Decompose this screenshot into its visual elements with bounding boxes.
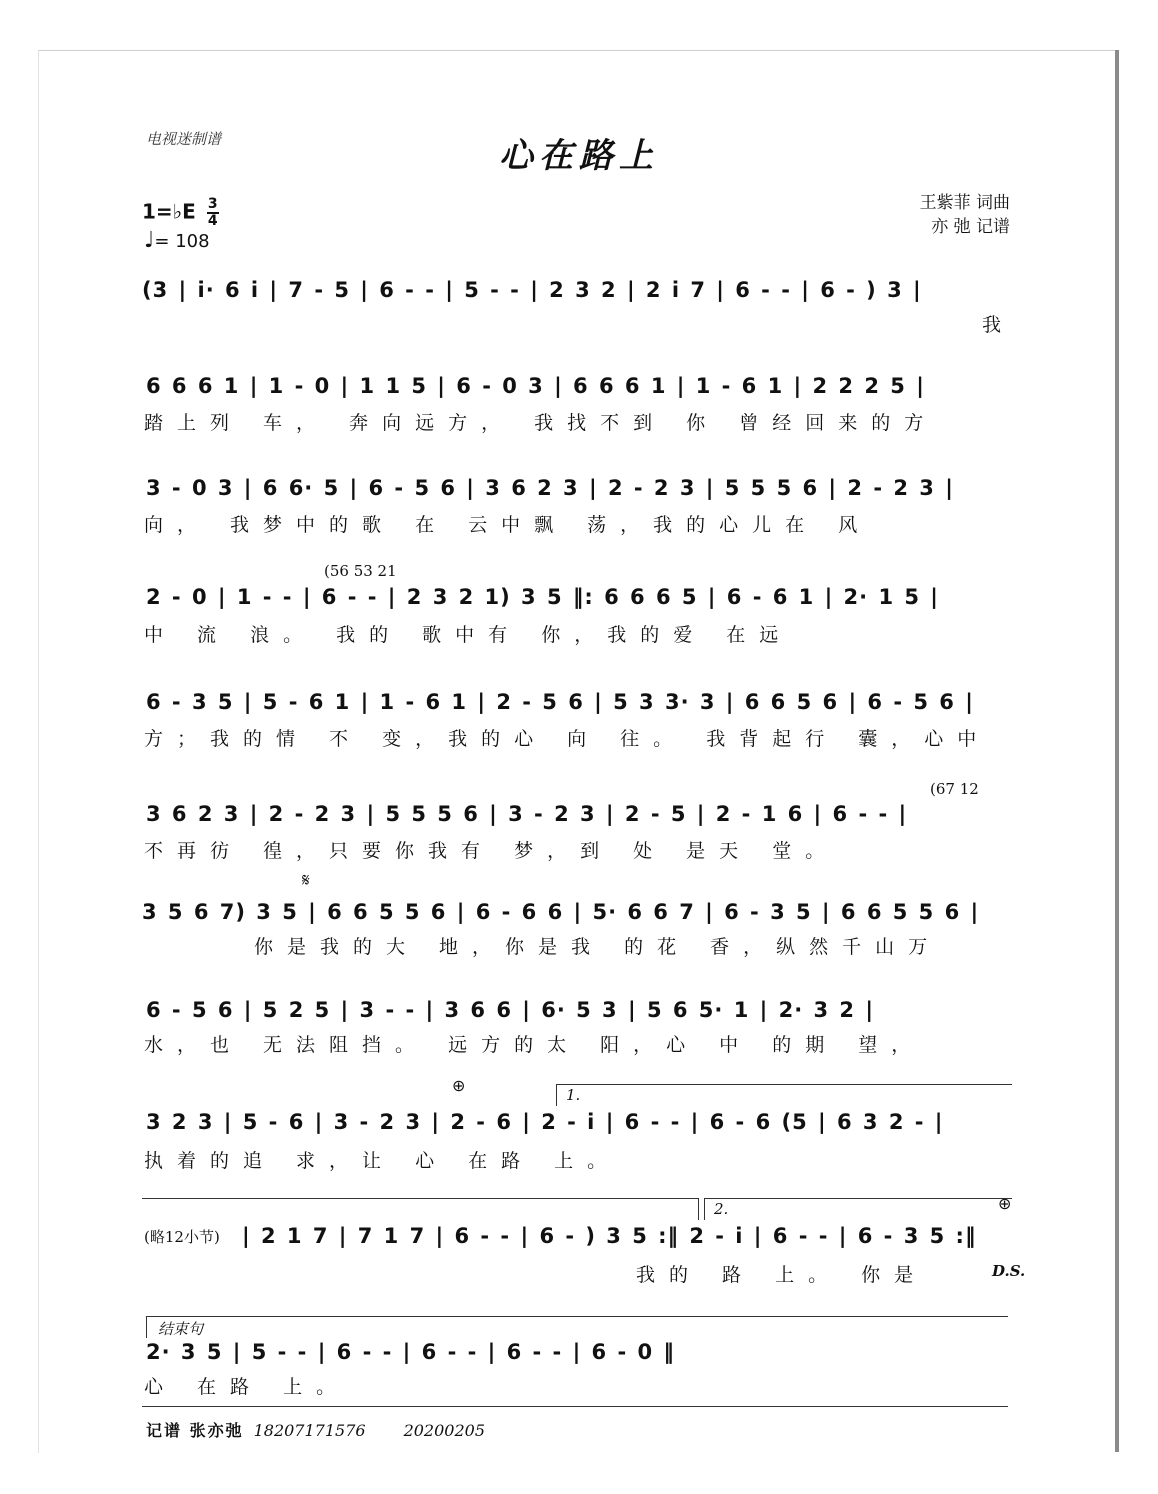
ds-mark: D.S.	[992, 1262, 1026, 1280]
notation-row-10: | 2 1 7 | 7 1 7 | 6 - - | 6 - ) 3 5 :‖ 2 - i | 6 - - | 6 - 3 5 :‖	[242, 1224, 977, 1248]
key-label: 1=♭E	[142, 199, 196, 224]
lyrics-row-5: 方；我的情 不 变，我的心 向 往。 我背起行 囊，心中	[144, 728, 991, 750]
notation-row-5: 6 - 3 5 | 5 - 6 1 | 1 - 6 1 | 2 - 5 6 | 5 3 3· 3 | 6 6 5 6 | 6 - 5 6 |	[146, 690, 974, 714]
song-title: 心在路上	[499, 136, 659, 176]
lyrics-row-outro: 心 在路 上。	[144, 1376, 350, 1398]
lyrics-row-1: 我	[982, 314, 1016, 336]
composer-credit: 王紫菲 词曲	[919, 193, 1010, 213]
ending-2-bracket	[704, 1198, 1012, 1199]
notation-row-outro: 2· 3 5 | 5 - - | 6 - - | 6 - - | 6 - - | 6 - 0 ‖	[146, 1340, 675, 1364]
notation-row-7: 3 5 6 7) 3 5 | 6 6 5 5 6 | 6 - 6 6 | 5· 6 6 7 | 6 - 3 5 | 6 6 5 5 6 |	[142, 900, 980, 924]
grace-notes-row-4: (56 53 21	[324, 562, 397, 580]
tempo-value: = 108	[154, 231, 210, 252]
ending-2-label: 2.	[714, 1200, 729, 1218]
tempo-mark	[144, 228, 210, 253]
lyrics-row-3: 向， 我梦中的歌 在 云中飘 荡，我的心儿在 风	[144, 514, 872, 536]
lyrics-row-4: 中 流 浪。 我的 歌中有 你，我的爱 在远	[144, 624, 793, 646]
footer-date: 20200205	[403, 1421, 485, 1440]
lyrics-row-8: 水，也 无法阻挡。 远方的太 阳，心 中 的期 望，	[144, 1034, 925, 1056]
page-edge-shadow	[1115, 50, 1119, 1452]
footer	[146, 1418, 523, 1441]
time-denominator: 4	[207, 213, 218, 229]
notation-row-4: 2 - 0 | 1 - - | 6 - - | 2 3 2 1) 3 5 ‖: 6 6 6 5 | 6 - 6 1 | 2· 1 5 |	[146, 585, 939, 609]
transcriber-credit: 亦 弛 记谱	[931, 217, 1010, 237]
outro-label: 结束句	[158, 1320, 204, 1338]
notation-row-8: 6 - 5 6 | 5 2 5 | 3 - - | 3 6 6 | 6· 5 3 | 5 6 5· 1 | 2· 3 2 |	[146, 998, 875, 1022]
notation-row-6: 3 6 2 3 | 2 - 2 3 | 5 5 5 6 | 3 - 2 3 | 2 - 5 | 2 - 1 6 | 6 - - |	[146, 802, 908, 826]
ending-1-bracket	[556, 1084, 1012, 1085]
segno-icon: 𝄋	[302, 870, 310, 891]
coda-icon-2: ⊕	[998, 1194, 1012, 1213]
key-signature	[142, 198, 219, 228]
footer-label: 记谱 张亦弛	[146, 1421, 244, 1440]
quarter-note-icon: ♩	[144, 228, 155, 253]
time-signature	[207, 198, 219, 228]
lyrics-row-9: 执着的追 求，让 心 在路 上。	[144, 1150, 621, 1172]
notation-row-1: (3 | i· 6 i | 7 - 5 | 6 - - | 5 - - | 2 3 2 | 2 i 7 | 6 - - | 6 - ) 3 |	[142, 278, 922, 302]
maker-credit: 电视迷制谱	[146, 130, 222, 148]
notation-row-2: 6 6 6 1 | 1 - 0 | 1 1 5 | 6 - 0 3 | 6 6 6 1 | 1 - 6 1 | 2 2 2 5 |	[146, 374, 925, 398]
footer-phone: 18207171576	[253, 1421, 366, 1440]
grace-notes-row-6: (67 12	[930, 780, 979, 798]
coda-icon: ⊕	[452, 1076, 466, 1095]
lyrics-row-7: 你是我的大 地，你是我 的花 香，纵然千山万	[254, 936, 942, 958]
lyrics-row-6: 不再彷 徨，只要你我有 梦，到 处 是天 堂。	[144, 840, 839, 862]
footer-divider	[142, 1406, 1008, 1407]
notation-row-3: 3 - 0 3 | 6 6· 5 | 6 - 5 6 | 3 6 2 3 | 2 - 2 3 | 5 5 5 6 | 2 - 2 3 |	[146, 476, 954, 500]
ending-1-continuation	[142, 1198, 698, 1199]
lyrics-row-2: 踏上列 车， 奔向远方， 我找不到 你 曾经回来的方	[144, 412, 938, 434]
time-numerator: 3	[207, 196, 218, 212]
notation-row-9: 3 2 3 | 5 - 6 | 3 - 2 3 | 2 - 6 | 2 - i | 6 - - | 6 - 6 (5 | 6 3 2 - |	[146, 1110, 944, 1134]
lyrics-row-10: 我的 路 上。 你是	[636, 1264, 928, 1286]
ending-1-label: 1.	[566, 1086, 581, 1104]
outro-bracket	[146, 1316, 1008, 1317]
skip-note: (略12小节)	[144, 1228, 220, 1246]
